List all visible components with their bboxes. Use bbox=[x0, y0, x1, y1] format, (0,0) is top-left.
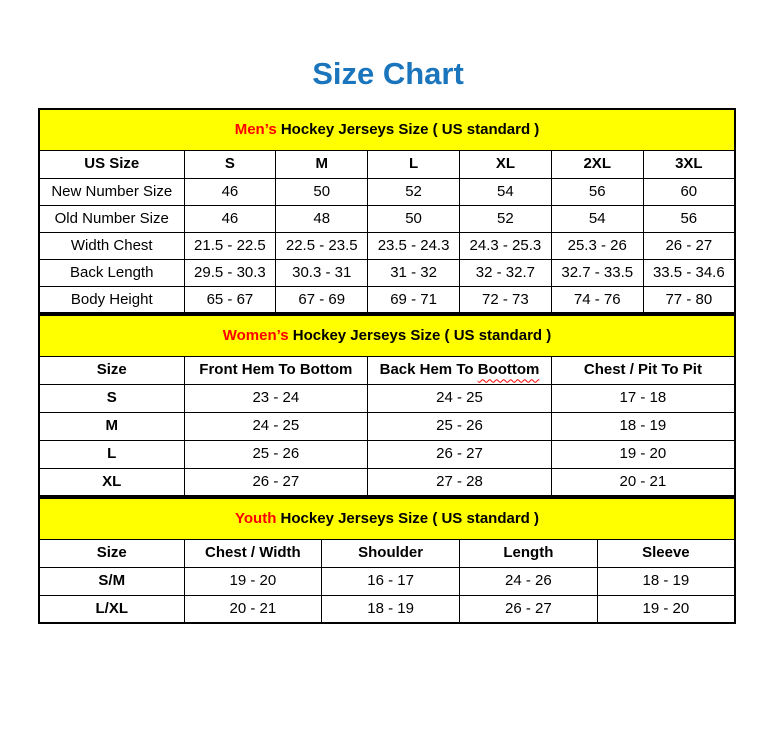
youth-banner-accent: Youth bbox=[235, 510, 277, 528]
page-title: Size Chart bbox=[312, 56, 464, 91]
size-cell: 26 - 27 bbox=[460, 595, 598, 623]
table-row bbox=[39, 412, 735, 440]
size-cell: 32.7 - 33.5 bbox=[551, 259, 643, 286]
mens-column-header: XL bbox=[459, 150, 551, 178]
size-cell: 20 - 21 bbox=[184, 595, 322, 623]
womens-banner bbox=[39, 315, 735, 356]
table-row bbox=[39, 384, 735, 412]
youth-size-table bbox=[38, 497, 736, 624]
size-cell: 54 bbox=[459, 178, 551, 205]
size-cell: 52 bbox=[459, 205, 551, 232]
size-cell: 20 - 21 bbox=[551, 468, 735, 496]
womens-column-header: Front Hem To Bottom bbox=[184, 356, 368, 384]
mens-column-header: M bbox=[276, 150, 368, 178]
size-cell: 31 - 32 bbox=[368, 259, 460, 286]
womens-banner-accent: Women’s bbox=[222, 327, 289, 345]
size-cell: 19 - 20 bbox=[551, 440, 735, 468]
womens-size-table bbox=[38, 314, 736, 497]
size-cell: 26 - 27 bbox=[184, 468, 368, 496]
mens-column-header: US Size bbox=[39, 150, 184, 178]
row-label: Width Chest bbox=[39, 232, 184, 259]
youth-column-header: Length bbox=[460, 539, 598, 567]
table-row bbox=[39, 286, 735, 313]
table-row bbox=[39, 205, 735, 232]
size-cell: 46 bbox=[184, 178, 276, 205]
size-cell: 27 - 28 bbox=[368, 468, 552, 496]
size-cell: 67 - 69 bbox=[276, 286, 368, 313]
youth-column-header: Sleeve bbox=[597, 539, 735, 567]
size-cell: 56 bbox=[643, 205, 735, 232]
size-cell: 52 bbox=[368, 178, 460, 205]
misspelled-word: Boottom bbox=[477, 361, 540, 379]
size-cell: 23 - 24 bbox=[184, 384, 368, 412]
size-cell: 25.3 - 26 bbox=[551, 232, 643, 259]
size-cell: 24 - 25 bbox=[368, 384, 552, 412]
size-cell: 29.5 - 30.3 bbox=[184, 259, 276, 286]
size-cell: 48 bbox=[276, 205, 368, 232]
youth-column-header: Chest / Width bbox=[184, 539, 322, 567]
size-cell: 19 - 20 bbox=[597, 595, 735, 623]
youth-banner-text: Hockey Jerseys Size ( US standard ) bbox=[276, 510, 539, 528]
size-cell: 72 - 73 bbox=[459, 286, 551, 313]
table-row bbox=[39, 440, 735, 468]
size-cell: 30.3 - 31 bbox=[276, 259, 368, 286]
mens-banner bbox=[39, 109, 735, 150]
row-label: L/XL bbox=[39, 595, 184, 623]
size-cell: 23.5 - 24.3 bbox=[368, 232, 460, 259]
size-cell: 22.5 - 23.5 bbox=[276, 232, 368, 259]
table-row bbox=[39, 259, 735, 286]
table-row bbox=[39, 468, 735, 496]
size-cell: 26 - 27 bbox=[643, 232, 735, 259]
row-label: L bbox=[39, 440, 184, 468]
size-cell: 50 bbox=[368, 205, 460, 232]
womens-banner-text: Hockey Jerseys Size ( US standard ) bbox=[288, 327, 552, 345]
youth-column-header: Shoulder bbox=[322, 539, 460, 567]
table-row bbox=[39, 178, 735, 205]
size-cell: 24 - 26 bbox=[460, 567, 598, 595]
size-cell: 18 - 19 bbox=[551, 412, 735, 440]
size-cell: 21.5 - 22.5 bbox=[184, 232, 276, 259]
mens-column-header: S bbox=[184, 150, 276, 178]
size-cell: 77 - 80 bbox=[643, 286, 735, 313]
size-cell: 18 - 19 bbox=[322, 595, 460, 623]
size-cell: 26 - 27 bbox=[368, 440, 552, 468]
mens-column-header: 2XL bbox=[551, 150, 643, 178]
womens-column-header: Back Hem To Boottom bbox=[368, 356, 552, 384]
mens-banner-text: Hockey Jerseys Size ( US standard ) bbox=[276, 121, 540, 139]
mens-banner-accent: Men’s bbox=[234, 121, 277, 139]
table-row bbox=[39, 595, 735, 623]
size-cell: 25 - 26 bbox=[184, 440, 368, 468]
row-label: Old Number Size bbox=[39, 205, 184, 232]
mens-size-table bbox=[38, 108, 736, 314]
size-cell: 17 - 18 bbox=[551, 384, 735, 412]
row-label: S/M bbox=[39, 567, 184, 595]
size-cell: 19 - 20 bbox=[184, 567, 322, 595]
size-cell: 24 - 25 bbox=[184, 412, 368, 440]
mens-column-header: 3XL bbox=[643, 150, 735, 178]
size-cell: 25 - 26 bbox=[368, 412, 552, 440]
youth-banner bbox=[39, 498, 735, 539]
row-label: Back Length bbox=[39, 259, 184, 286]
row-label: New Number Size bbox=[39, 178, 184, 205]
size-cell: 32 - 32.7 bbox=[459, 259, 551, 286]
size-cell: 24.3 - 25.3 bbox=[459, 232, 551, 259]
size-cell: 60 bbox=[643, 178, 735, 205]
youth-column-header: Size bbox=[39, 539, 184, 567]
size-cell: 74 - 76 bbox=[551, 286, 643, 313]
row-label: Body Height bbox=[39, 286, 184, 313]
table-row bbox=[39, 567, 735, 595]
womens-column-header: Chest / Pit To Pit bbox=[551, 356, 735, 384]
size-cell: 54 bbox=[551, 205, 643, 232]
size-cell: 33.5 - 34.6 bbox=[643, 259, 735, 286]
size-cell: 69 - 71 bbox=[368, 286, 460, 313]
row-label: S bbox=[39, 384, 184, 412]
size-cell: 65 - 67 bbox=[184, 286, 276, 313]
size-cell: 18 - 19 bbox=[597, 567, 735, 595]
row-label: M bbox=[39, 412, 184, 440]
size-cell: 56 bbox=[551, 178, 643, 205]
table-row bbox=[39, 232, 735, 259]
size-cell: 46 bbox=[184, 205, 276, 232]
size-cell: 16 - 17 bbox=[322, 567, 460, 595]
size-tables bbox=[38, 108, 736, 624]
size-cell: 50 bbox=[276, 178, 368, 205]
mens-column-header: L bbox=[368, 150, 460, 178]
row-label: XL bbox=[39, 468, 184, 496]
womens-column-header: Size bbox=[39, 356, 184, 384]
